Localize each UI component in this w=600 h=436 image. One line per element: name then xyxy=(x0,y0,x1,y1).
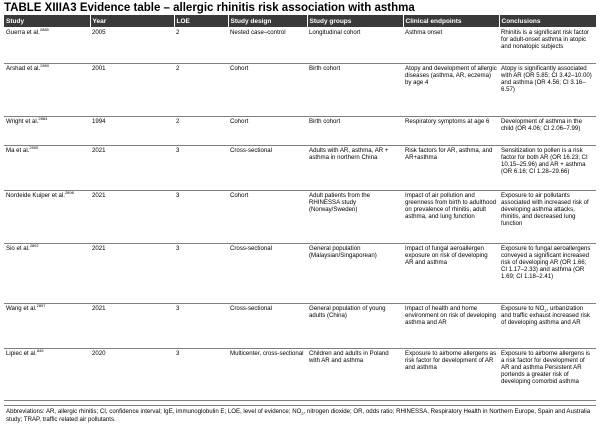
table-row xyxy=(4,303,596,348)
header-study-groups: Study groups xyxy=(307,15,403,27)
cell-endpoints: Impact of fungal aeroallergen exposure on risk of developing AR and asthma xyxy=(403,243,499,303)
cell-study: Nordeide Kuiper et al.$^{2898}$ xyxy=(4,190,90,243)
cell-groups: Birth cohort xyxy=(307,116,403,145)
cell-endpoints: Exposure to airborne allergens as risk factor for development of AR and asthma xyxy=(403,348,499,400)
cell-design: Cross-sectional xyxy=(228,243,307,303)
cell-loe: 3 xyxy=(174,348,228,400)
cell-year: 2021 xyxy=(90,145,174,190)
cell-loe: 2 xyxy=(174,63,228,116)
cell-conclusions: Sensitization to pollen is a risk factor for both AR (OR 16.23; CI 10.15–25.96) and AR + asthma (OR 6.16; CI 1.28–29.66) xyxy=(499,145,596,190)
header-study: Study xyxy=(4,15,90,27)
cell-loe: 3 xyxy=(174,145,228,190)
cell-design: Cross-sectional xyxy=(228,145,307,190)
abbreviations-footnote: Abbreviations: AR, allergic rhinitis; CI, confidence interval; IgE, immunoglobulin E; LOE, level of evidence; $NO_2$, nitrogen dioxide; OR, odds ratio; RHINESSA, Respiratory Health in Northern Europe, Spain and Australia study; TRAP, traffic related air pollutants. xyxy=(4,405,596,426)
cell-conclusions: Rhinitis is a significant risk factor for adult-onset asthma in atopic and nonatopic subjects xyxy=(499,27,596,63)
cell-groups: Birth cohort xyxy=(307,63,403,116)
cell-conclusions: Exposure to fungal aeroallergens conveyed a significant increased risk of developing AR (OR 1.66; CI 1.17–2.33) and asthma (OR 1.69; CI 1.18–2.41) xyxy=(499,243,596,303)
cell-design: Cohort xyxy=(228,190,307,243)
table-row xyxy=(4,243,596,303)
table-row xyxy=(4,145,596,190)
cell-groups: General population of young adults (China) xyxy=(307,303,403,348)
cell-loe: 3 xyxy=(174,303,228,348)
table-row xyxy=(4,116,596,145)
cell-endpoints: Risk factors for AR, asthma, and AR+asthma xyxy=(403,145,499,190)
table-row xyxy=(4,190,596,243)
cell-year: 2021 xyxy=(90,243,174,303)
header-conclusions: Conclusions xyxy=(499,15,596,27)
cell-year: 2001 xyxy=(90,63,174,116)
cell-conclusions: Development of asthma in the child (OR 4.06; CI 2.06–7.99) xyxy=(499,116,596,145)
cell-design: Cross-sectional xyxy=(228,303,307,348)
cell-groups: Adult patients from the RHINESSA study (Norway/Sweden) xyxy=(307,190,403,243)
cell-conclusions: Exposure to $NO_2$, urbanization and traffic exhaust increased risk of developing asthma and AR xyxy=(499,303,596,348)
cell-loe: 2 xyxy=(174,116,228,145)
cell-groups: General population (Malaysian/Singaporean) xyxy=(307,243,403,303)
cell-design: Nested case–control xyxy=(228,27,307,63)
cell-conclusions: Exposure to air pollutants associated with increased risk of developing asthma attacks, rhinitis, and decreased lung function xyxy=(499,190,596,243)
cell-conclusions: Atopy is significantly associated with AR (OR 5.85; CI 3.42–10.00) and asthma (OR 4.56; CI 3.16–6.57) xyxy=(499,63,596,116)
cell-study: Wright et al.$^{2883}$ xyxy=(4,116,90,145)
cell-year: 1994 xyxy=(90,116,174,145)
cell-endpoints: Impact of air pollution and greenness from birth to adulthood on prevalence of rhinitis, adult asthma, and lung function xyxy=(403,190,499,243)
cell-study: Sio et al.$^{2892}$ xyxy=(4,243,90,303)
header-row xyxy=(4,15,596,27)
cell-groups: Longitudinal cohort xyxy=(307,27,403,63)
header-year: Year xyxy=(90,15,174,27)
cell-study: Guerra et al.$^{2885}$ xyxy=(4,27,90,63)
cell-year: 2021 xyxy=(90,303,174,348)
header-clinical-endpoints: Clinical endpoints xyxy=(403,15,499,27)
cell-loe: 2 xyxy=(174,27,228,63)
cell-loe: 3 xyxy=(174,243,228,303)
header-study-design: Study design xyxy=(228,15,307,27)
cell-year: 2021 xyxy=(90,190,174,243)
cell-study: Ma et al.$^{2900}$ xyxy=(4,145,90,190)
cell-study: Arshad et al.$^{2890}$ xyxy=(4,63,90,116)
table-row xyxy=(4,63,596,116)
table-row xyxy=(4,348,596,400)
table-row xyxy=(4,27,596,63)
cell-design: Cohort xyxy=(228,63,307,116)
cell-endpoints: Asthma onset xyxy=(403,27,499,63)
header-loe: LOE xyxy=(174,15,228,27)
cell-groups: Children and adults in Poland with AR and asthma xyxy=(307,348,403,400)
cell-year: 2005 xyxy=(90,27,174,63)
cell-conclusions: Exposure to airborne allergens is a risk factor for development of AR and asthma Persistent AR portends a greater risk of developing comorbid asthma xyxy=(499,348,596,400)
cell-endpoints: Impact of health and home environment on risk of developing asthma and AR xyxy=(403,303,499,348)
cell-endpoints: Atopy and development of allergic diseases (asthma, AR, eczema) by age 4 xyxy=(403,63,499,116)
evidence-table xyxy=(4,15,597,401)
cell-year: 2020 xyxy=(90,348,174,400)
cell-study: Lipiec et al.$^{845}$ xyxy=(4,348,90,400)
table-title: TABLE XIIIA3 Evidence table – allergic rhinitis risk association with asthma xyxy=(4,2,415,14)
cell-study: Wang et al.$^{2897}$ xyxy=(4,303,90,348)
cell-loe: 3 xyxy=(174,190,228,243)
cell-endpoints: Respiratory symptoms at age 6 xyxy=(403,116,499,145)
cell-groups: Adults with AR, asthma, AR + asthma in northern China xyxy=(307,145,403,190)
cell-design: Multicenter, cross-sectional xyxy=(228,348,307,400)
cell-design: Cohort xyxy=(228,116,307,145)
evidence-table-page xyxy=(4,0,596,426)
